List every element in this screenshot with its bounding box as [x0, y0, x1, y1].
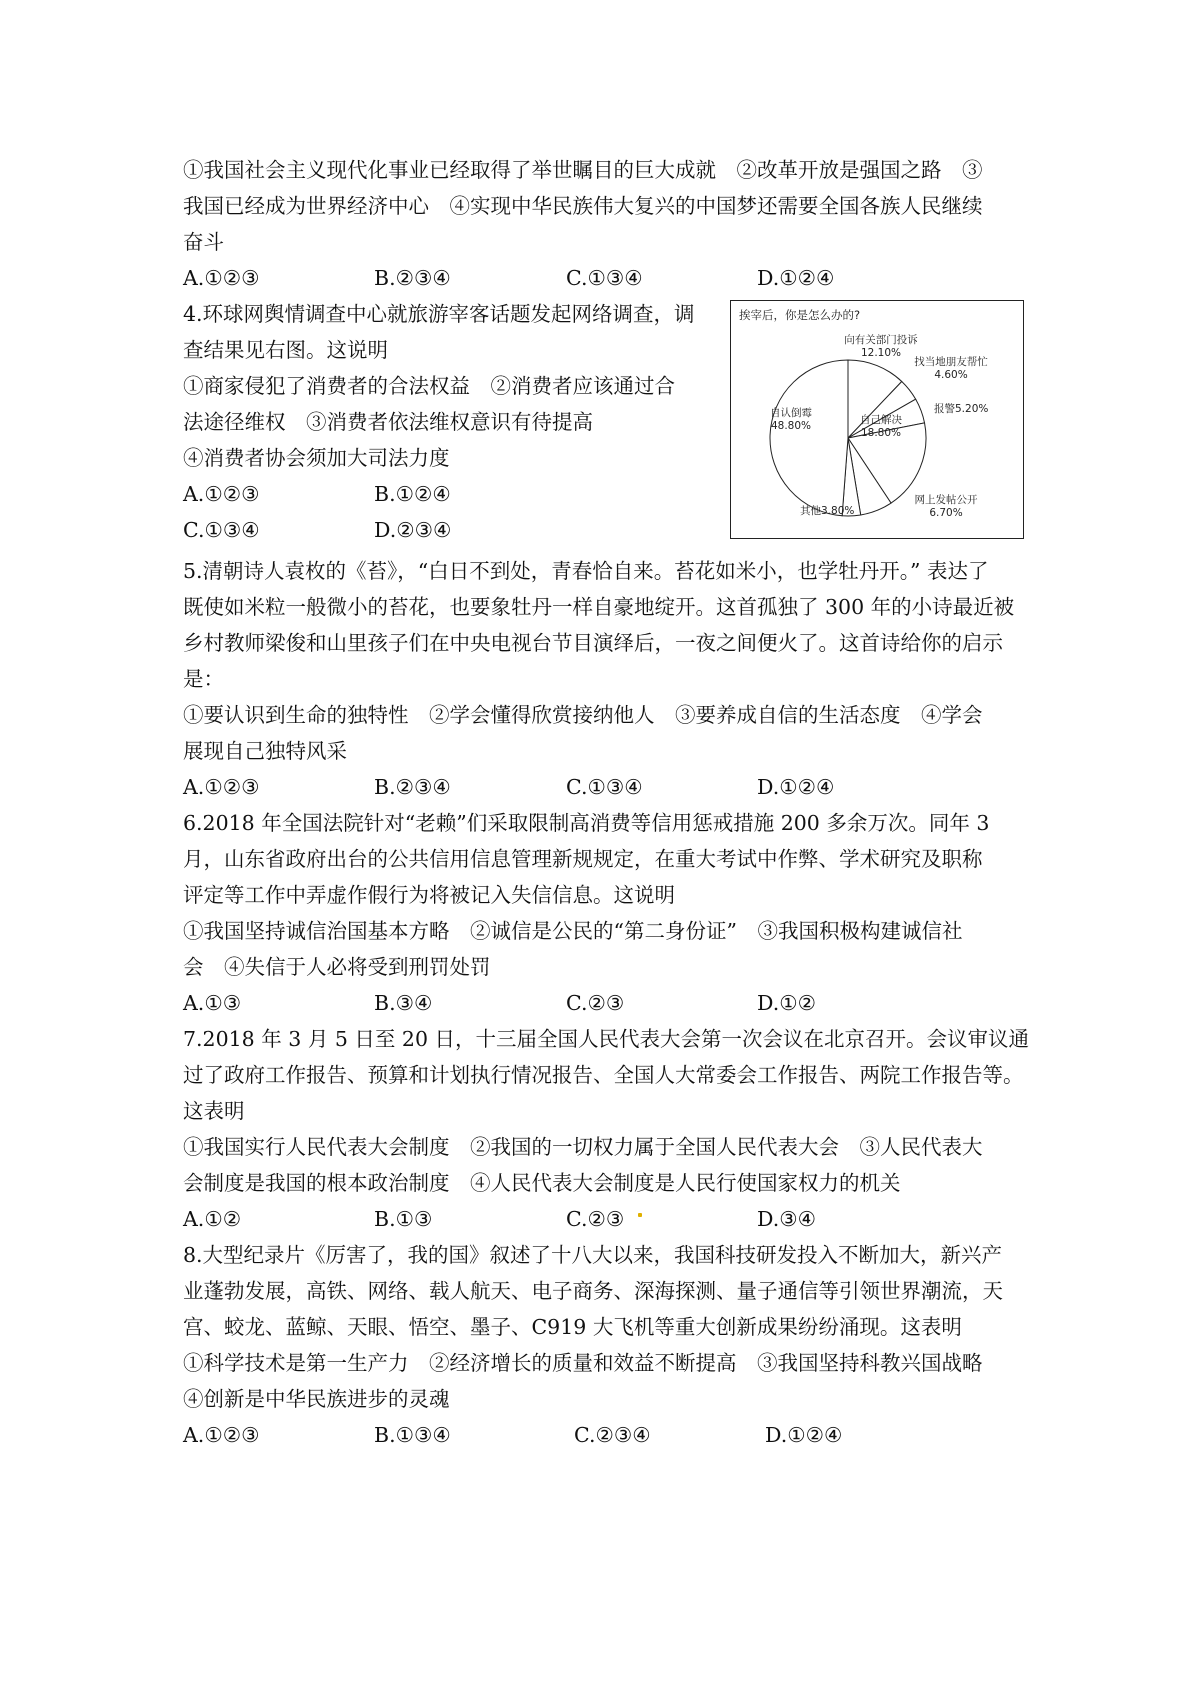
pie-slice [770, 360, 848, 516]
slice-value-label: 4.60% [934, 369, 968, 381]
option-a: A.①②③ [183, 1423, 260, 1447]
question-5-stem: 既使如米粒一般微小的苔花，也要象牡丹一样自豪地绽开。这首孤独了 300 年的小诗最近被 [183, 595, 1015, 619]
question-7-stem: 7.2018 年 3 月 5 日至 20 日，十三届全国人民代表大会第一次会议在北京召开。会议审议通 [183, 1027, 1030, 1051]
option-c: C.①③④ [566, 266, 643, 290]
question-5-stem: 是： [183, 667, 224, 691]
slice-label: 网上发帖公开 [914, 494, 978, 506]
option-a: A.①③ [183, 991, 242, 1015]
slice-label: 向有关部门投诉 [844, 334, 918, 346]
question-8-stem: 8.大型纪录片《厉害了，我的国》叙述了十八大以来，我国科技研发投入不断加大，新兴产 [183, 1243, 1003, 1267]
question-6-stem: 6.2018 年全国法院针对“老赖”们采取限制高消费等信用惩戒措施 200 多余万次。同年 3 [183, 811, 990, 835]
slice-value-label: 3.80% [821, 505, 855, 517]
question-7-statement: 会制度是我国的根本政治制度 ④人民代表大会制度是人民行使国家权力的机关 [183, 1171, 901, 1195]
option-a: A.①② [183, 1207, 242, 1231]
question-7-statement: ①我国实行人民代表大会制度 ②我国的一切权力属于全国人民代表大会 ③人民代表大 [183, 1135, 983, 1159]
question-3-line: ①我国社会主义现代化事业已经取得了举世瞩目的巨大成就 ②改革开放是强国之路 ③ [183, 158, 983, 182]
question-6-stem: 月，山东省政府出台的公共信用信息管理新规规定，在重大考试中作弊、学术研究及职称 [183, 847, 983, 871]
question-6-statement: ①我国坚持诚信治国基本方略 ②诚信是公民的“第二身份证” ③我国积极构建诚信社 [183, 919, 963, 943]
question-4-stem: 查结果见右图。这说明 [183, 338, 388, 362]
question-4-statement: ④消费者协会须加大司法力度 [183, 446, 450, 470]
question-4-stem: 4.环球网舆情调查中心就旅游宰客话题发起网络调查，调 [183, 302, 695, 326]
option-d: D.①②④ [757, 266, 835, 290]
question-5-stem: 5.清朝诗人袁枚的《苔》，“白日不到处，青春恰自来。苔花如米小，也学牡丹开。” 表达了 [183, 559, 989, 583]
option-a: A.①②③ [183, 482, 260, 506]
option-d: D.①②④ [765, 1423, 843, 1447]
option-d: D.①② [757, 991, 816, 1015]
slice-value-label: 12.10% [860, 347, 902, 359]
question-5-statement: ①要认识到生命的独特性 ②学会懂得欣赏接纳他人 ③要养成自信的生活态度 ④学会 [183, 703, 983, 727]
question-7-stem: 这表明 [183, 1099, 245, 1123]
question-8-stem: 宫、蛟龙、蓝鲸、天眼、悟空、墨子、C919 大飞机等重大创新成果纷纷涌现。这表明 [183, 1315, 962, 1339]
option-b: B.③④ [374, 991, 433, 1015]
option-b: B.①③④ [374, 1423, 451, 1447]
option-d: D.②③④ [374, 518, 452, 542]
option-b: B.①③ [374, 1207, 433, 1231]
question-6-statement: 会 ④失信于人必将受到刑罚处罚 [183, 955, 491, 979]
question-3-line: 奋斗 [183, 230, 224, 254]
slice-value-label: 48.80% [770, 420, 812, 432]
chart-title: 挨宰后，你是怎么办的? [739, 308, 861, 322]
option-a: A.①②③ [183, 775, 260, 799]
option-b: B.①②④ [374, 482, 451, 506]
option-d: D.①②④ [757, 775, 835, 799]
slice-label: 找当地朋友帮忙 [914, 356, 988, 368]
question-7-stem: 过了政府工作报告、预算和计划执行情况报告、全国人大常委会工作报告、两院工作报告等。 [183, 1063, 1024, 1087]
question-3-line: 我国已经成为世界经济中心 ④实现中华民族伟大复兴的中国梦还需要全国各族人民继续 [183, 194, 983, 218]
slice-value-label: 18.80% [860, 427, 902, 439]
option-c: C.②③ [566, 991, 625, 1015]
option-c: C.②③④ [574, 1423, 651, 1447]
slice-value-label: 6.70% [929, 507, 963, 519]
option-a: A.①②③ [183, 266, 260, 290]
option-c: C.①③④ [183, 518, 260, 542]
option-c: C.①③④ [566, 775, 643, 799]
slice-label: 其他 [800, 505, 821, 517]
slice-label: 报警 [934, 403, 955, 415]
option-c: C.②③ [566, 1207, 625, 1231]
question-6-stem: 评定等工作中弄虚作假行为将被记入失信信息。这说明 [183, 883, 675, 907]
pie-chart [731, 301, 1023, 538]
slice-value-label: 5.20% [955, 403, 989, 415]
pie-chart-figure [730, 300, 1024, 539]
slice-label: 自认倒霉 [770, 407, 812, 419]
question-8-statement: ①科学技术是第一生产力 ②经济增长的质量和效益不断提高 ③我国坚持科教兴国战略 [183, 1351, 983, 1375]
question-8-stem: 业蓬勃发展，高铁、网络、载人航天、电子商务、深海探测、量子通信等引领世界潮流，天 [183, 1279, 1003, 1303]
question-5-statement: 展现自己独特风采 [183, 739, 347, 763]
option-d: D.③④ [757, 1207, 816, 1231]
stray-mark [638, 1213, 642, 1217]
option-b: B.②③④ [374, 266, 451, 290]
question-4-statement: ①商家侵犯了消费者的合法权益 ②消费者应该通过合 [183, 374, 675, 398]
option-b: B.②③④ [374, 775, 451, 799]
slice-label: 自己解决 [860, 414, 902, 426]
question-4-statement: 法途径维权 ③消费者依法维权意识有待提高 [183, 410, 593, 434]
question-5-stem: 乡村教师梁俊和山里孩子们在中央电视台节目演绎后，一夜之间便火了。这首诗给你的启示 [183, 631, 1003, 655]
question-8-statement: ④创新是中华民族进步的灵魂 [183, 1387, 450, 1411]
